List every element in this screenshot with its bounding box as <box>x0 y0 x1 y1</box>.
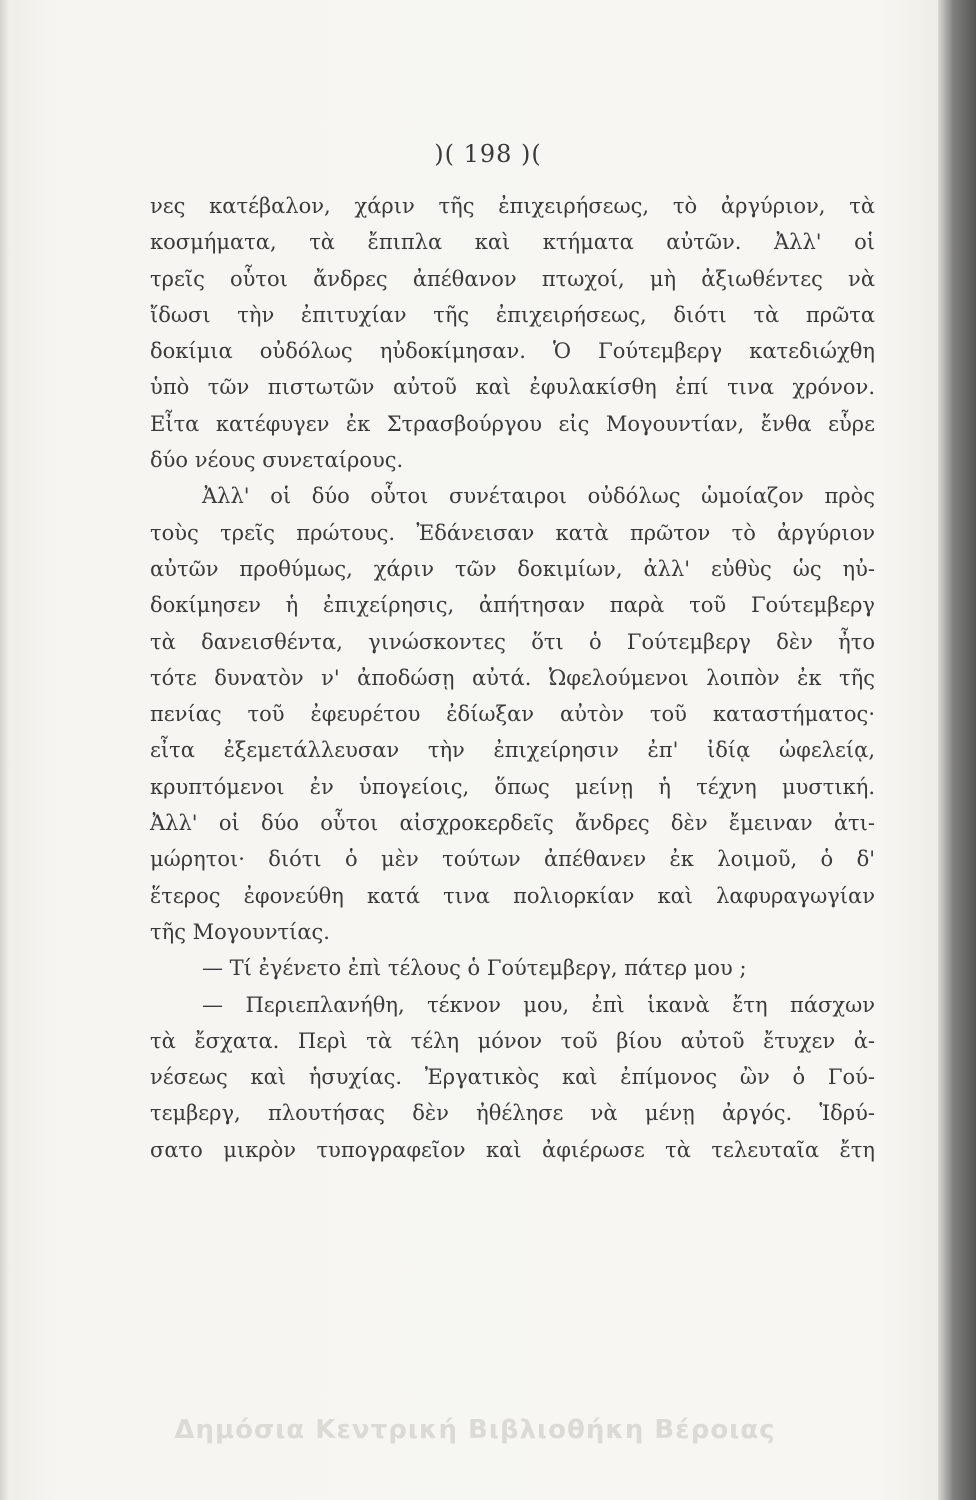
page-number-header: )( 198 )( <box>434 140 542 168</box>
text-line: ὑπὸ τῶν πιστωτῶν αὐτοῦ καὶ ἐφυλακίσθη ἐπί τινα χρόνον. <box>150 375 875 400</box>
page-left-edge <box>0 0 10 1500</box>
text-line: ἴδωσι τὴν ἐπιτυχίαν τῆς ἐπιχειρήσεως, διότι τὰ πρῶτα <box>150 302 875 327</box>
text-line: δοκίμησεν ἡ ἐπιχείρησις, ἀπήτησαν παρὰ τοῦ Γούτεμβεργ <box>150 593 875 618</box>
text-line: τότε δυνατὸν ν' ἀποδώσῃ αὐτά. Ὠφελούμενοι λοιπὸν ἐκ τῆς <box>150 665 875 690</box>
text-line: Ἀλλ' οἱ δύο οὗτοι συνέταιροι οὐδόλως ὡμοίαζον πρὸς <box>202 484 875 509</box>
body-text <box>150 188 875 1168</box>
text-line: εἶτα ἐξεμετάλλευσαν τὴν ἐπιχείρησιν ἐπ' ἰδίᾳ ὠφελείᾳ, <box>150 738 875 763</box>
text-line: τεμβεργ, πλουτήσας δὲν ἠθέλησε νὰ μένῃ ἀργός. Ἱδρύ- <box>150 1101 875 1126</box>
text-line: τρεῖς οὗτοι ἄνδρες ἀπέθανον πτωχοί, μὴ ἀξιωθέντες νὰ <box>150 266 875 291</box>
text-line: κοσμήματα, τὰ ἔπιπλα καὶ κτήματα αὐτῶν. Ἀλλ' οἱ <box>150 230 875 255</box>
library-watermark: Δημόσια Κεντρική Βιβλιοθήκη Βέροιας <box>174 1415 776 1445</box>
dialogue-line: — Τί ἐγένετο ἐπὶ τέλους ὁ Γούτεμβεργ, πάτερ μου ; <box>202 956 747 981</box>
text-line: νέσεως καὶ ἡσυχίας. Ἐργατικὸς καὶ ἐπίμονος ὢν ὁ Γού- <box>150 1065 875 1090</box>
text-line: νες κατέβαλον, χάριν τῆς ἐπιχειρήσεως, τὸ ἀργύριον, τὰ <box>150 194 875 218</box>
text-line: δοκίμια οὐδόλως ηὐδοκίμησαν. Ὁ Γούτεμβεργ κατεδιώχθη <box>150 339 875 364</box>
text-line: Ἀλλ' οἱ δύο οὗτοι αἰσχροκερδεῖς ἄνδρες δὲν ἔμειναν ἀτι- <box>150 811 875 836</box>
text-line: μώρητοι· διότι ὁ μὲν τούτων ἀπέθανεν ἐκ λοιμοῦ, ὁ δ' <box>150 847 875 872</box>
text-line: τὰ δανεισθέντα, γινώσκοντες ὅτι ὁ Γούτεμβεργ δὲν ἦτο <box>150 629 875 654</box>
text-line: δύο νέους συνεταίρους. <box>150 448 404 473</box>
text-line: κρυπτόμενοι ἐν ὑπογείοις, ὅπως μείνῃ ἡ τέχνη μυστική. <box>150 774 875 799</box>
text-line: τῆς Μογουντίας. <box>150 919 330 944</box>
book-spine-edge <box>938 0 976 1500</box>
text-line: Εἶτα κατέφυγεν ἐκ Στρασβούργου εἰς Μογουντίαν, ἔνθα εὗρε <box>150 411 875 436</box>
text-line: σατο μικρὸν τυπογραφεῖον καὶ ἀφιέρωσε τὰ τελευταῖα ἔτη <box>150 1137 875 1162</box>
text-line: τοὺς τρεῖς πρώτους. Ἐδάνεισαν κατὰ πρῶτον τὸ ἀργύριον <box>150 520 875 545</box>
text-line: πενίας τοῦ ἐφευρέτου ἐδίωξαν αὐτὸν τοῦ καταστήματος· <box>150 702 875 727</box>
text-line: ἕτερος ἐφονεύθη κατά τινα πολιορκίαν καὶ λαφυραγωγίαν <box>150 883 875 908</box>
dialogue-line: — Περιεπλανήθη, τέκνον μου, ἐπὶ ἱκανὰ ἔτη πάσχων <box>202 992 875 1017</box>
text-line: αὐτῶν προθύμως, χάριν τῶν δοκιμίων, ἀλλ' εὐθὺς ὡς ηὐ- <box>150 556 875 581</box>
text-line: τὰ ἔσχατα. Περὶ τὰ τέλη μόνον τοῦ βίου αὐτοῦ ἔτυχεν ἀ- <box>150 1028 875 1053</box>
